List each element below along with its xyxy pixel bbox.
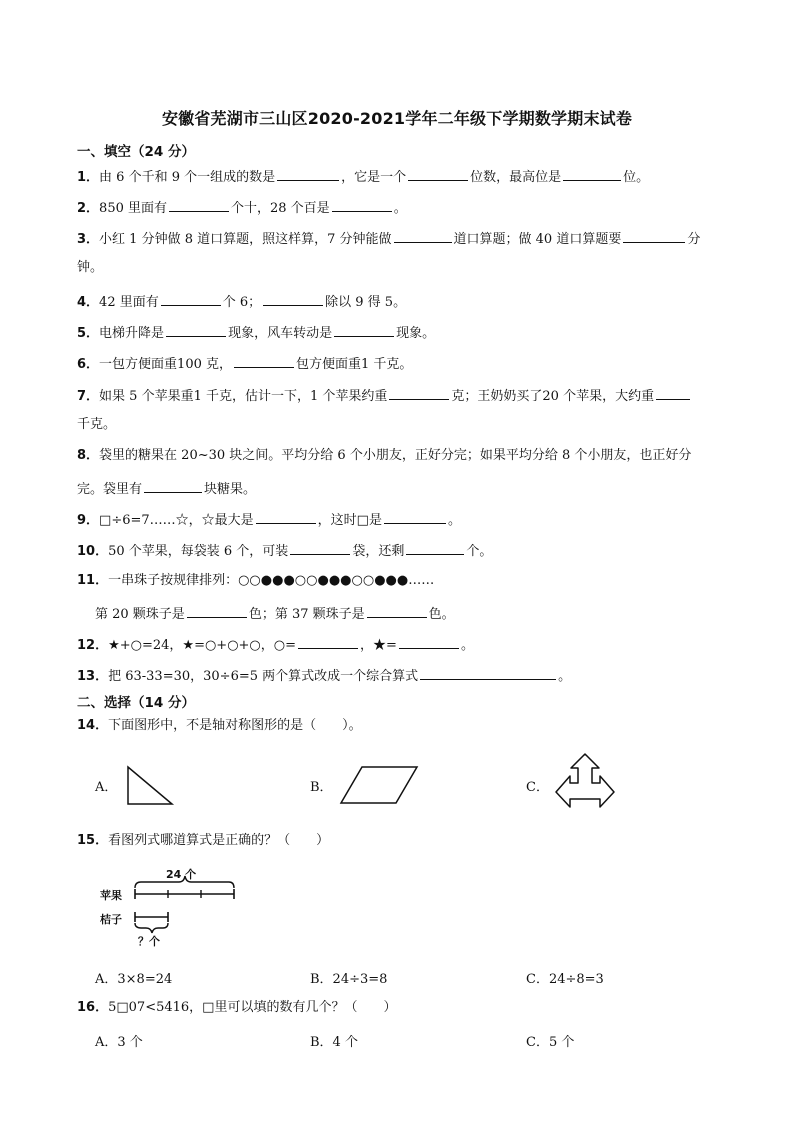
question-12: 12．★+○=24，★=○+○+○，○= ，★= 。 <box>77 635 474 654</box>
question-number: 4． <box>77 295 100 310</box>
answer-blank[interactable] <box>277 167 339 181</box>
question-4: 4．42 里面有 个 6； 除以 9 得 5。 <box>77 292 406 311</box>
bar-segments <box>100 866 240 956</box>
option-c-label[interactable]: C． <box>526 780 549 795</box>
question-number: 11． <box>77 573 109 588</box>
question-3-continued: 钟。 <box>77 260 104 275</box>
answer-blank[interactable] <box>256 510 316 524</box>
question-6: 6．一包方便面重100 克， 包方便面重1 千克。 <box>77 354 412 373</box>
question-9: 9．□÷6=7……☆，☆最大是 ，这时□是 。 <box>77 510 461 529</box>
question-8: 8．袋里的糖果在 20~30 块之间。平均分给 6 个小朋友，正好分完；如果平均分给 8 个小朋友，也正好分 <box>77 448 692 463</box>
answer-blank[interactable] <box>290 541 350 555</box>
answer-blank[interactable] <box>420 666 556 680</box>
answer-blank[interactable] <box>623 229 685 243</box>
question-13: 13．把 63-33=30，30÷6=5 两个算式改成一个综合算式 。 <box>77 666 571 685</box>
question-number: 16． <box>77 1000 109 1015</box>
question-11: 11．一串珠子按规律排列：○○●●●○○●●●○○●●●…… <box>77 573 435 588</box>
question-number: 10． <box>77 544 109 559</box>
question-3: 3．小红 1 分钟做 8 道口算题，照这样算，7 分钟能做 道口算题；做 40 道口算题要 分 <box>77 229 700 248</box>
answer-blank[interactable] <box>166 323 226 337</box>
option-c[interactable]: C．24÷8=3 <box>526 972 604 987</box>
page-title: 安徽省芜湖市三山区2020-2021学年二年级下学期数学期末试卷 <box>161 109 633 128</box>
question-7: 7．如果 5 个苹果重1 千克，估计一下，1 个苹果约重 克；王奶奶买了20 个苹果，大约重 <box>77 386 692 405</box>
answer-blank[interactable] <box>234 354 294 368</box>
question-2: 2．850 里面有 个十，28 个百是 。 <box>77 198 407 217</box>
answer-blank[interactable] <box>384 510 446 524</box>
answer-blank[interactable] <box>187 604 247 618</box>
question-10: 10．50 个苹果，每袋装 6 个，可装 袋，还剩 个。 <box>77 541 492 560</box>
question-1: 1．由 6 个千和 9 个一组成的数是 ，它是一个 位数，最高位是 位。 <box>77 167 649 186</box>
question-number: 8． <box>77 448 100 463</box>
question-15: 15．看图列式哪道算式是正确的？（ ） <box>77 833 330 848</box>
option-c[interactable]: C．5 个 <box>526 1035 575 1050</box>
section-choice-heading: 二、选择（14 分） <box>77 695 195 711</box>
answer-blank[interactable] <box>394 229 452 243</box>
orange-label: 桔子 <box>100 913 122 926</box>
option-b[interactable]: B．24÷3=8 <box>310 972 388 987</box>
right-triangle-figure <box>125 764 175 806</box>
answer-blank[interactable] <box>161 292 221 306</box>
answer-blank[interactable] <box>263 292 323 306</box>
answer-blank[interactable] <box>298 635 358 649</box>
question-number: 5． <box>77 326 100 341</box>
question-7-continued: 千克。 <box>77 417 117 432</box>
answer-blank[interactable] <box>563 167 621 181</box>
section-fill-heading: 一、填空（24 分） <box>77 144 195 160</box>
three-way-arrow-figure <box>554 752 616 810</box>
question-5: 5．电梯升降是 现象，风车转动是 现象。 <box>77 323 435 342</box>
question-number: 7． <box>77 389 100 404</box>
answer-blank[interactable] <box>169 198 229 212</box>
answer-blank[interactable] <box>389 386 449 400</box>
answer-blank[interactable] <box>332 198 392 212</box>
answer-blank[interactable] <box>399 635 459 649</box>
parallelogram-figure <box>338 764 420 806</box>
question-11-continued: 第 20 颗珠子是 色；第 37 颗珠子是 色。 <box>95 604 455 623</box>
line-segment-diagram <box>100 866 240 956</box>
total-label: 24 个 <box>166 868 197 881</box>
question-number: 9． <box>77 513 100 528</box>
question-8-continued: 完。袋里有 块糖果。 <box>77 479 256 498</box>
question-number: 1． <box>77 170 100 185</box>
answer-blank[interactable] <box>408 167 468 181</box>
option-a[interactable]: A．3 个 <box>95 1035 143 1050</box>
answer-blank[interactable] <box>406 541 464 555</box>
answer-blank[interactable] <box>367 604 427 618</box>
question-number: 15． <box>77 833 109 848</box>
question-14: 14．下面图形中，不是轴对称图形的是（ ）。 <box>77 718 362 733</box>
option-a[interactable]: A．3×8=24 <box>95 972 173 987</box>
apple-label: 苹果 <box>100 889 122 902</box>
answer-blank[interactable] <box>334 323 394 337</box>
question-number: 12． <box>77 638 109 653</box>
question-number: 14． <box>77 718 109 733</box>
question-16: 16．5□07<5416，□里可以填的数有几个？（ ） <box>77 1000 397 1015</box>
option-a-label[interactable]: A． <box>95 780 118 795</box>
question-number: 2． <box>77 201 100 216</box>
option-b-label[interactable]: B． <box>310 780 333 795</box>
question-number: 3． <box>77 232 100 247</box>
question-number: 6． <box>77 357 100 372</box>
answer-blank[interactable] <box>656 386 690 400</box>
unknown-label: ？个 <box>138 935 160 948</box>
question-number: 13． <box>77 669 109 684</box>
answer-blank[interactable] <box>144 479 202 493</box>
option-b[interactable]: B．4 个 <box>310 1035 358 1050</box>
